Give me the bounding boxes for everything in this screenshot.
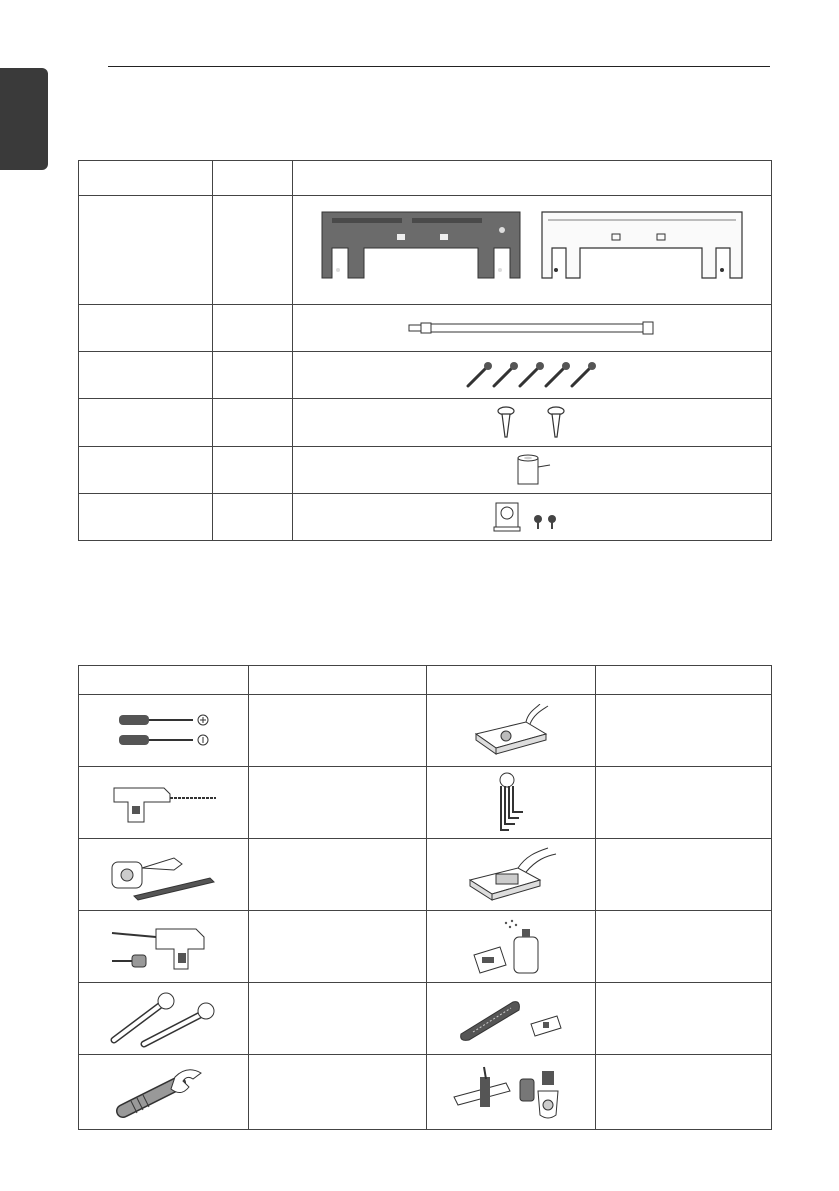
flaring-tool-set-icon <box>446 1061 576 1123</box>
tool-name <box>596 983 772 1055</box>
tools-header-name-b <box>596 666 772 695</box>
part-name <box>79 399 213 447</box>
part-name <box>79 305 213 352</box>
installation-plate-icon <box>312 208 752 292</box>
part-shape <box>293 196 772 305</box>
tool-name <box>596 767 772 839</box>
table-row <box>79 399 772 447</box>
tools-table <box>78 665 772 1130</box>
tools-header-row <box>79 666 772 695</box>
chapter-tab <box>0 68 48 170</box>
hex-keys-icon <box>481 772 541 834</box>
table-row <box>79 695 772 767</box>
part-name <box>79 352 213 399</box>
tools-header-tool-b <box>427 666 596 695</box>
table-row <box>79 196 772 305</box>
tool-name <box>249 695 427 767</box>
table-row <box>79 447 772 494</box>
part-qty <box>213 447 293 494</box>
parts-header-name <box>79 161 213 196</box>
parts-header-qty <box>213 161 293 196</box>
tool-name <box>249 767 427 839</box>
tape-measure-knife-icon <box>104 848 224 902</box>
part-shape <box>293 399 772 447</box>
torque-wrench-icon <box>109 1063 219 1121</box>
multimeter-icon <box>456 704 566 758</box>
table-row <box>79 494 772 541</box>
electric-drill-icon <box>104 778 224 828</box>
tape-roll-icon <box>512 453 552 487</box>
header-rule <box>108 66 770 67</box>
tapping-screw-icon <box>492 405 572 441</box>
part-qty <box>213 305 293 352</box>
drain-hose-icon <box>407 320 657 336</box>
spanners-icon <box>104 990 224 1048</box>
table-row <box>79 911 772 983</box>
parts-header-shape <box>293 161 772 196</box>
tool-name <box>249 911 427 983</box>
plate-screw-icon <box>462 360 602 390</box>
tool-name <box>249 983 427 1055</box>
table-row <box>79 839 772 911</box>
part-name <box>79 494 213 541</box>
part-shape <box>293 305 772 352</box>
tool-name <box>249 1055 427 1130</box>
tools-header-tool-a <box>79 666 249 695</box>
part-name <box>79 196 213 305</box>
tools-header-name-a <box>249 666 427 695</box>
part-qty <box>213 352 293 399</box>
part-name <box>79 447 213 494</box>
tool-name <box>249 839 427 911</box>
gas-leak-detector-icon <box>466 917 556 977</box>
thermometer-level-icon <box>451 994 571 1044</box>
part-shape <box>293 494 772 541</box>
parts-header-row <box>79 161 772 196</box>
part-qty <box>213 399 293 447</box>
cable-clamp-icon <box>492 499 572 535</box>
tool-name <box>596 911 772 983</box>
ammeter-icon <box>456 846 566 904</box>
part-qty <box>213 196 293 305</box>
part-qty <box>213 494 293 541</box>
tool-name <box>596 695 772 767</box>
tool-name <box>596 839 772 911</box>
table-row <box>79 352 772 399</box>
table-row <box>79 767 772 839</box>
part-shape <box>293 447 772 494</box>
table-row <box>79 305 772 352</box>
table-row <box>79 1055 772 1130</box>
part-shape <box>293 352 772 399</box>
hammer-drill-icon <box>104 919 224 975</box>
tool-name <box>596 1055 772 1130</box>
parts-table <box>78 160 772 541</box>
table-row <box>79 983 772 1055</box>
screwdrivers-icon <box>109 709 219 753</box>
